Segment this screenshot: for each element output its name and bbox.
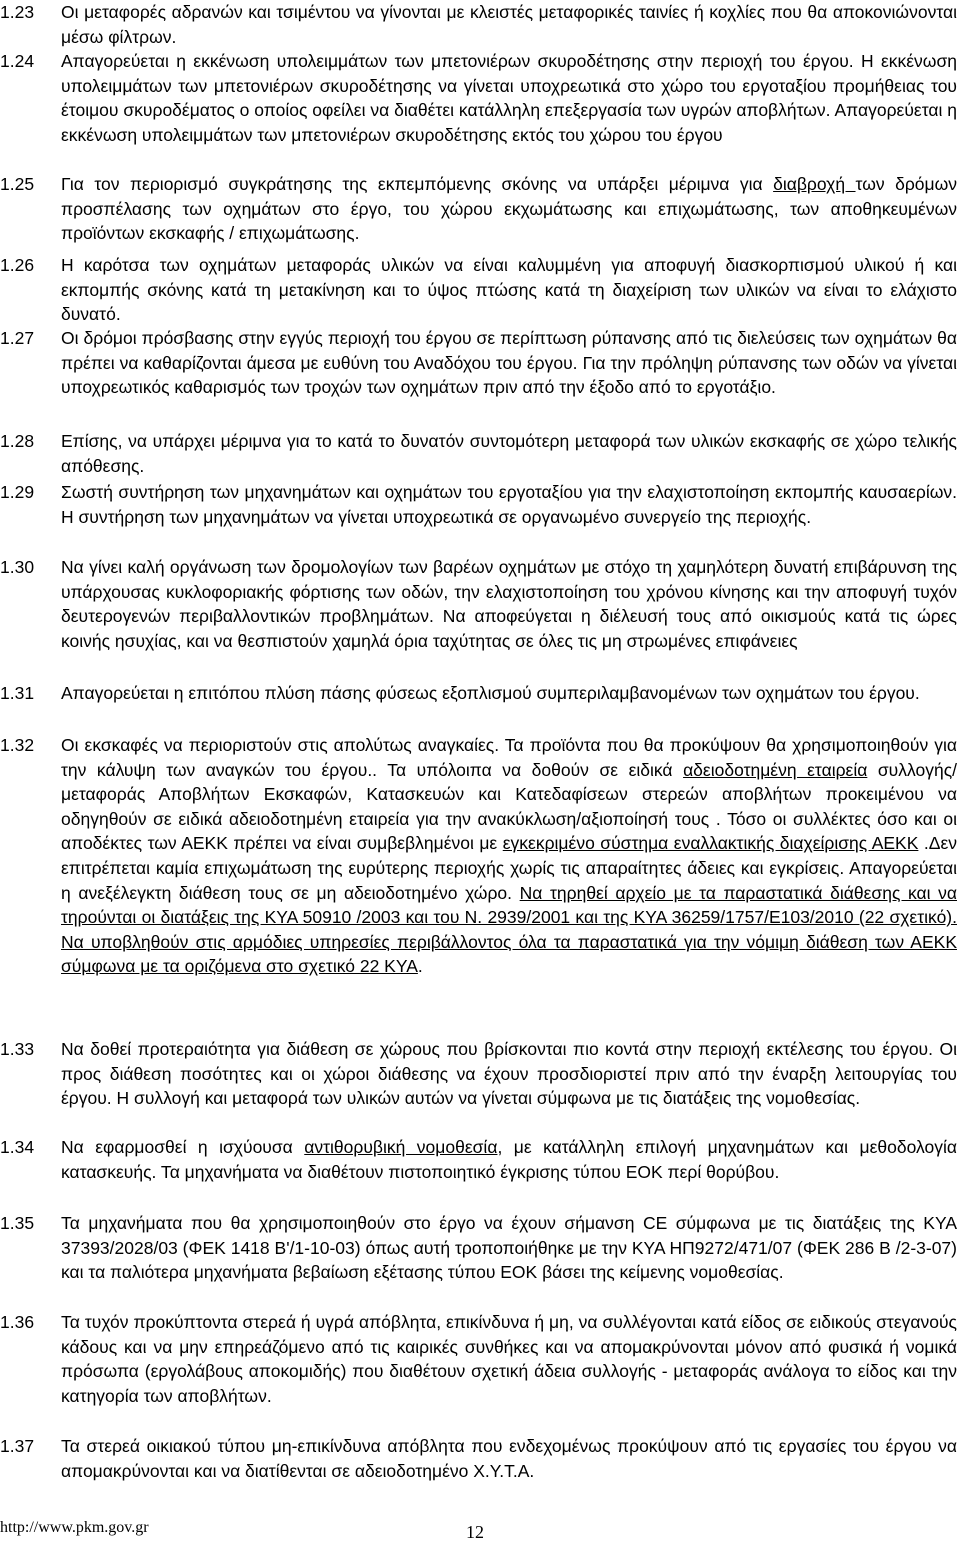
clause-text-underlined: Να τηρηθεί αρχείο με τα παραστατικά διάθεσης και να τηρούνται οι διατάξεις της ΚΥΑ 50910 /2003 και του Ν. 2939/2001 και της ΚΥΑ 36259/1757/Ε103/2010 (22 σχετικό). Να υποβληθούν στις αρμόδιες υπηρεσίες περιβάλλοντος όλα τα παραστατικά για την νόμιμη διάθεση των ΑΕΚΚ σύμφωνα με τα οριζόμενα στο σχετικό 22 ΚΥΑ [61, 882, 957, 977]
clause-number: 1.33 [0, 1039, 35, 1059]
clause-text-segment: , με κατάλληλη επιλογή μηχανημάτων και μεθοδολογία κατασκευής. Τα μηχανήματα να διαθέτουν πιστοποιητικό έγκρισης τύπου ΕΟΚ περί θορύβου. [61, 1137, 957, 1182]
clause-text [61, 0, 957, 49]
clause-text-segment: Η καρότσα των οχημάτων μεταφοράς υλικών να είναι καλυμμένη για αποφυγή διασκορπισμού υλικού ή και εκπομπής σκόνης κατά τη μετακίνηση και το ύψος πτώσης κατά τη διαχείριση των υλικών να είναι το ελάχιστο δυνατό. [61, 255, 957, 325]
clause-text-segment: Τα μηχανήματα που θα χρησιμοποιηθούν στο έργο να έχουν σήμανση CE σύμφωνα με τις διατάξεις της ΚΥΑ 37393/2028/03 (ΦΕΚ 1418 Β'/1-10-03) όπως αυτή τροποποιήθηκε με την ΚΥΑ ΗΠ9272/471/07 (ΦΕΚ 286 Β /2-3-07) και τα παλιότερα μηχανήματα βεβαίωση εξέτασης τύπου ΕΟΚ βάσει της κείμενης νομοθεσίας. [61, 1213, 957, 1283]
clause-number: 1.36 [0, 1312, 35, 1332]
clause-number: 1.31 [0, 683, 35, 703]
clause-number: 1.26 [0, 255, 35, 275]
clause-text [61, 1037, 957, 1111]
clause-text [61, 733, 957, 979]
clause-text-segment: Οι μεταφορές αδρανών και τσιμέντου να γίνονται με κλειστές μεταφορικές ταινίες ή κοχλίες που θα αποκονιώνονται μέσω φίλτρων. [61, 2, 957, 47]
clause-number: 1.24 [0, 51, 35, 71]
clause-number: 1.37 [0, 1436, 35, 1456]
clause-text [61, 326, 957, 400]
clause-text-segment: . [417, 956, 423, 977]
clause-text-segment: Για τον περιορισμό συγκράτησης της εκπεμπόμενης σκόνης να υπάρξει μέριμνα για [61, 174, 774, 194]
clause-text-underlined: διαβροχή [773, 174, 856, 194]
clause-text-segment: Απαγορεύεται η εκκένωση υπολειμμάτων των μπετονιέρων σκυροδέτησης στην περιοχή του έργου. Η εκκένωση υπολειμμάτων των μπετονιέρων σκυροδέτησης να γίνεται υποχρεωτικά στο χώρο του εργοταξίου προμήθειας του έτοιμου σκυροδέματος ο οποίος οφείλει να διαθέτει κατάλληλη επεξεργασία των υγρών αποβλήτων. Απαγορεύεται η εκκένωση υπολειμμάτων των μπετονιέρων σκυροδέτησης εκτός του χώρου του έργου [61, 51, 957, 145]
clause-text-segment: Επίσης, να υπάρχει μέριμνα για το κατά το δυνατόν συντομότερη μεταφορά των υλικών εκσκαφής σε χώρο τελικής απόθεσης. [61, 431, 957, 476]
clause-text-segment: Τα στερεά οικιακού τύπου μη-επικίνδυνα απόβλητα που ενδεχομένως προκύψουν από τις εργασίες του έργου να απομακρύνονται και να διατίθενται σε αδειοδοτημένο Χ.Υ.Τ.Α. [61, 1436, 957, 1481]
clause-text [61, 1135, 957, 1184]
clause-text-underlined: αντιθορυβική νομοθεσία [304, 1137, 498, 1157]
clause-text-segment: Σωστή συντήρηση των μηχανημάτων και οχημάτων του εργοταξίου για την ελαχιστοποίηση εκπομπής καυσαερίων. Η συντήρηση των μηχανημάτων να γίνεται υποχρεωτικά σε οργανωμένο συνεργείο της περιοχής. [61, 482, 957, 527]
clause-text-segment: Τα τυχόν προκύπτοντα στερεά ή υγρά απόβλητα, επικίνδυνα ή μη, να συλλέγονται κατά είδος σε ειδικούς στεγανούς κάδους και να μην επηρεάζόμενο από τις καιρικές συνθήκες και να απομακρύνονται μόνον από φυσικά ή νομικά πρόσωπα (εργολάβους αποκομιδής) που διαθέτουν σχετική άδεια συλλογής - μεταφοράς ανάλογα το είδος και την κατηγορία των αποβλήτων. [61, 1312, 957, 1406]
clause-number: 1.27 [0, 328, 35, 348]
clause-text-underlined: αδειοδοτημένη εταιρεία [683, 759, 868, 780]
clause-text-segment: Οι δρόμοι πρόσβασης στην εγγύς περιοχή του έργου σε περίπτωση ρύπανσης από τις διελεύσεις των οχημάτων θα πρέπει να καθαρίζονται άμεσα με ευθύνη του Αναδόχου του έργου. Για την πρόληψη ρύπανσης των οδών να γίνεται υποχρεωτικός καθαρισμός των τροχών των οχημάτων πριν από την έξοδο από το εργοτάξιο. [61, 328, 957, 398]
clause-text [61, 49, 957, 147]
clause-text-segment: συλλογής/μεταφοράς Αποβλήτων Εκσκαφών, Κατασκευών και Κατεδαφίσεων στερεών αποβλήτων προκειμένου να οδηγηθούν σε ειδικά αδειοδοτημένη εταιρεία για την ανακύκλωση/αξιοποίησή τους . Τόσο οι συλλέκτες όσο και οι αποδέκτες των ΑΕΚΚ πρέπει να είναι συμβεβλημένοι με [61, 759, 957, 854]
clause-text-segment: .Δεν επιτρέπεται καμία επιχωμάτωση της ευρύτερης περιοχής χωρίς τις απαραίτητες άδειες και εγκρίσεις. Απαγορεύεται η ανεξέλεγκτη διάθεση τους σε μη αδειοδοτημένο χώρο. [61, 833, 957, 903]
clause-text-segment: Να γίνει καλή οργάνωση των δρομολογίων των βαρέων οχημάτων με στόχο τη χαμηλότερη δυνατή επιβάρυνση της υπάρχουσας κυκλοφοριακής φόρτισης των οδών, την ελαχιστοποίηση του χρόνου κίνησης και την αποφυγή τυχόν δευτερογενών περιβαλλοντικών προβλημάτων. Να αποφεύγεται η διέλευσή τους από οικισμούς κατά τις ώρες κοινής ησυχίας, και να θεσπιστούν χαμηλά όρια ταχύτητας σε όλες τις μη στρωμένες επιφάνειες [61, 557, 957, 651]
clause-text [61, 1434, 957, 1483]
footer-url-link[interactable]: http://www.pkm.gov.gr [0, 1519, 149, 1536]
clause-number: 1.30 [0, 557, 35, 577]
clause-number: 1.28 [0, 431, 35, 451]
clause-text-segment: Να δοθεί προτεραιότητα για διάθεση σε χώρους που βρίσκονται πιο κοντά στην περιοχή εκτέλεσης του έργου. Οι προς διάθεση ποσότητες και οι χώροι διάθεσης να έχουν προσδιοριστεί πριν από την έναρξη λειτουργίας του έργου. Η συλλογή και μεταφορά των υλικών αυτών να γίνεται σύμφωνα με τις διατάξεις της νομοθεσίας. [61, 1039, 957, 1109]
clause-text-segment: Οι εκσκαφές να περιοριστούν στις απολύτως αναγκαίες. Τα προϊόντα που θα προκύψουν θα χρησιμοποιηθούν για την κάλυψη των αναγκών του έργου.. Τα υπόλοιπα να δοθούν σε ειδικά [61, 735, 957, 780]
clause-text [61, 681, 957, 706]
clause-number: 1.34 [0, 1137, 35, 1157]
clause-number: 1.35 [0, 1213, 35, 1233]
clause-text-segment: των δρόμων προσπέλασης των οχημάτων στο έργο, του χώρου εκχωμάτωσης και επιχωμάτωσης, των αποθηκευμένων προϊόντων εκσκαφής / επιχωμάτωσης. [61, 174, 958, 244]
clause-number: 1.23 [0, 2, 35, 22]
clause-text [61, 555, 957, 653]
page-number: 12 [466, 1522, 484, 1542]
clause-number: 1.25 [0, 174, 35, 194]
clause-text [61, 1211, 957, 1285]
clause-number: 1.29 [0, 482, 35, 502]
clause-text-segment: Να εφαρμοσθεί η ισχύουσα [61, 1137, 305, 1157]
clause-text [61, 480, 957, 529]
clause-text-underlined: εγκεκριμένο σύστημα εναλλακτικής διαχείρισης ΑΕΚΚ [502, 833, 919, 854]
clause-text [61, 253, 957, 327]
clause-text-segment: Απαγορεύεται η επιτόπου πλύση πάσης φύσεως εξοπλισμού συμπεριλαμβανομένων των οχημάτων του έργου. [61, 683, 920, 703]
clause-text [61, 1310, 957, 1408]
clause-text [61, 429, 957, 478]
clause-number: 1.32 [0, 735, 35, 755]
clause-text [61, 172, 957, 246]
